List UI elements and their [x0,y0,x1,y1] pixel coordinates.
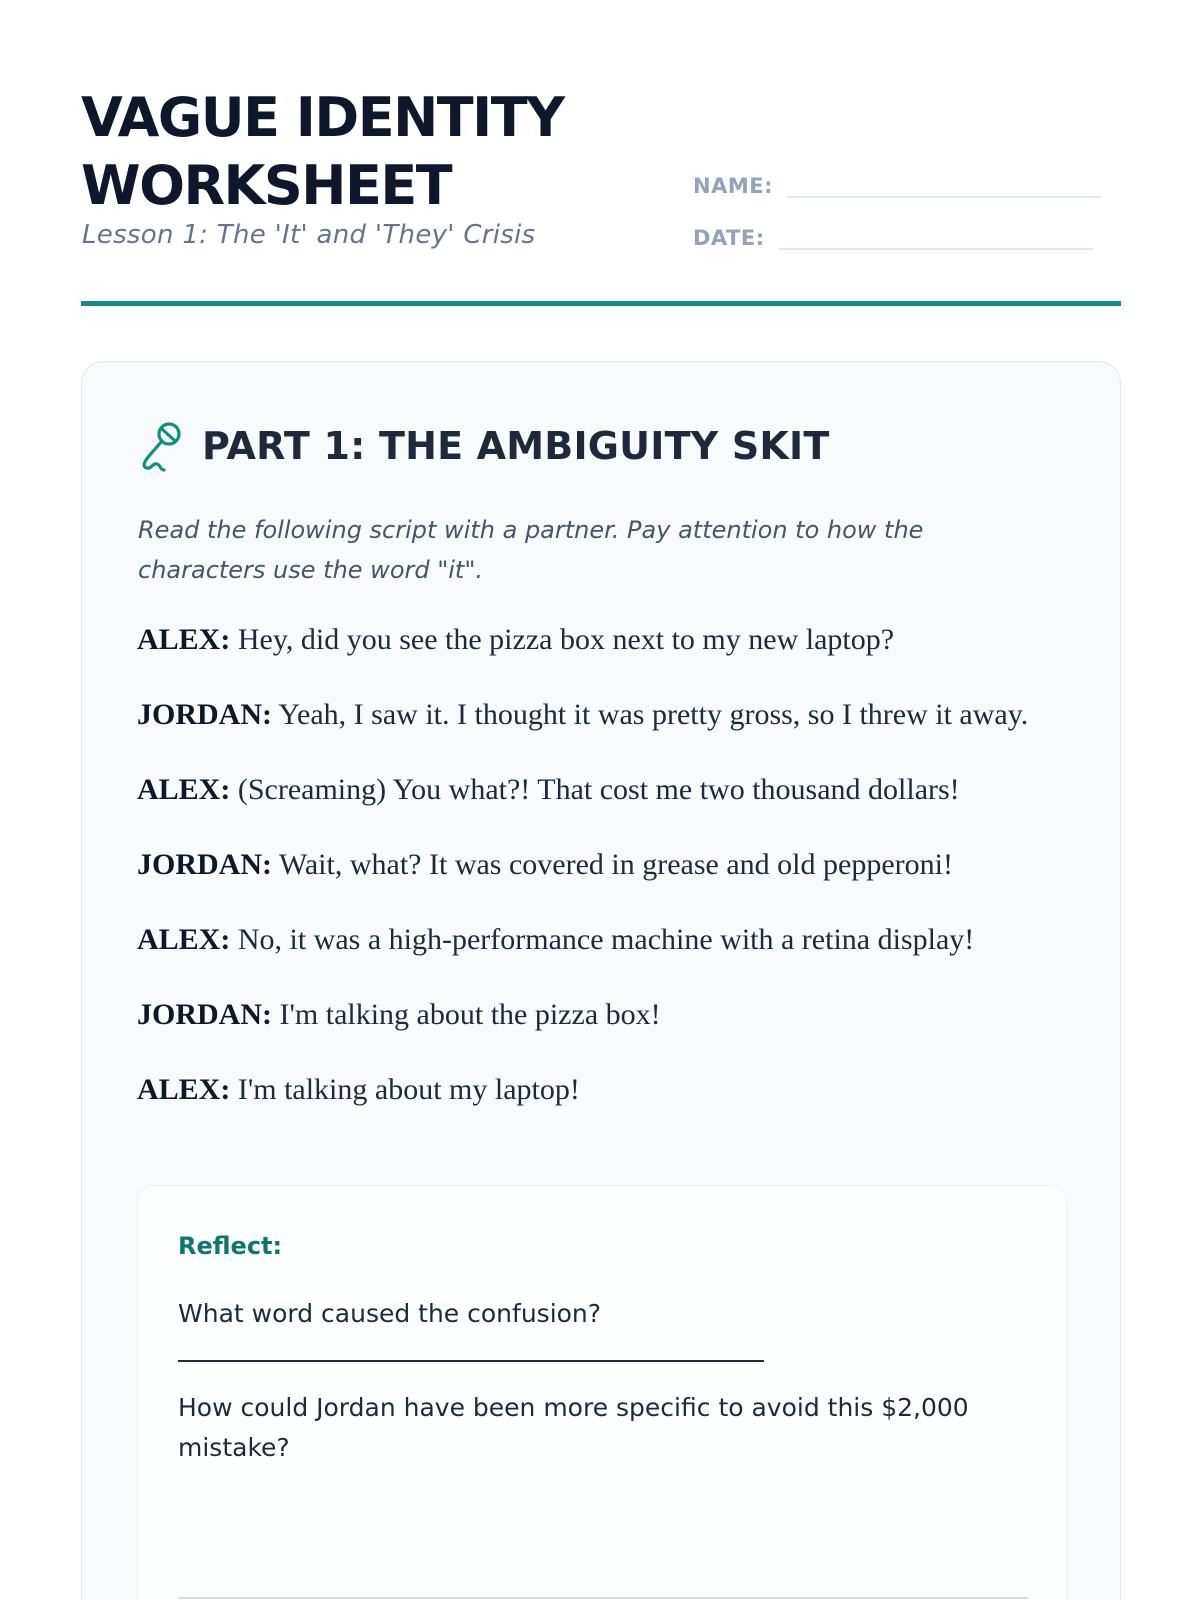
skit-script [137,622,1077,1147]
worksheet-title [81,84,681,220]
line-text: No, it was a high-performance machine with a retina display! [230,923,975,956]
worksheet-header [81,84,1133,304]
date-label: DATE: [693,226,765,250]
line-text: (Screaming) You what?! That cost me two thousand dollars! [230,773,960,806]
part1-card [81,361,1121,1600]
speaker-name: JORDAN: [137,998,272,1031]
reflect-heading: Reflect: [178,1232,283,1260]
speaker-name: ALEX: [137,623,231,656]
answer-line-2[interactable] [178,1597,1028,1599]
script-line [137,997,1077,1072]
script-line [137,847,1077,922]
line-text: I'm talking about my laptop! [230,1073,580,1106]
script-line [137,622,1077,697]
part1-title: PART 1: THE AMBIGUITY SKIT [202,424,830,468]
name-label: NAME: [693,174,773,198]
speaker-name: JORDAN: [137,698,272,731]
script-line [137,772,1077,847]
line-text: Wait, what? It was covered in grease and old pepperoni! [272,848,953,881]
speaker-name: ALEX: [137,923,231,956]
header-divider [81,301,1121,306]
script-line [137,922,1077,997]
date-line [779,218,1093,250]
line-text: Hey, did you see the pizza box next to my new laptop? [230,623,895,656]
script-line [137,697,1077,772]
microphone-icon [138,420,184,472]
name-line [787,166,1101,198]
instructions-text: Read the following script with a partner. Pay attention to how the characters use the word "it". [138,516,924,584]
speaker-name: JORDAN: [137,848,272,881]
date-field [693,218,1093,250]
answer-line-1[interactable] [178,1360,764,1362]
speaker-name: ALEX: [137,773,231,806]
reflect-question-1: What word caused the confusion? [178,1299,602,1328]
line-text: I'm talking about the pizza box! [272,998,661,1031]
script-line [137,1072,1077,1147]
line-text: Yeah, I saw it. I thought it was pretty gross, so I threw it away. [272,698,1029,731]
part1-heading [138,420,830,472]
title-line-2: WORKSHEET [81,154,452,217]
title-line-1: VAGUE IDENTITY [81,86,564,149]
reflect-box [137,1185,1067,1600]
name-field [693,166,1101,198]
reflect-question-2: How could Jordan have been more specific to avoid this $2,000 mistake? [178,1393,969,1462]
speaker-name: ALEX: [137,1073,231,1106]
lesson-subtitle: Lesson 1: The 'It' and 'They' Crisis [82,220,536,250]
